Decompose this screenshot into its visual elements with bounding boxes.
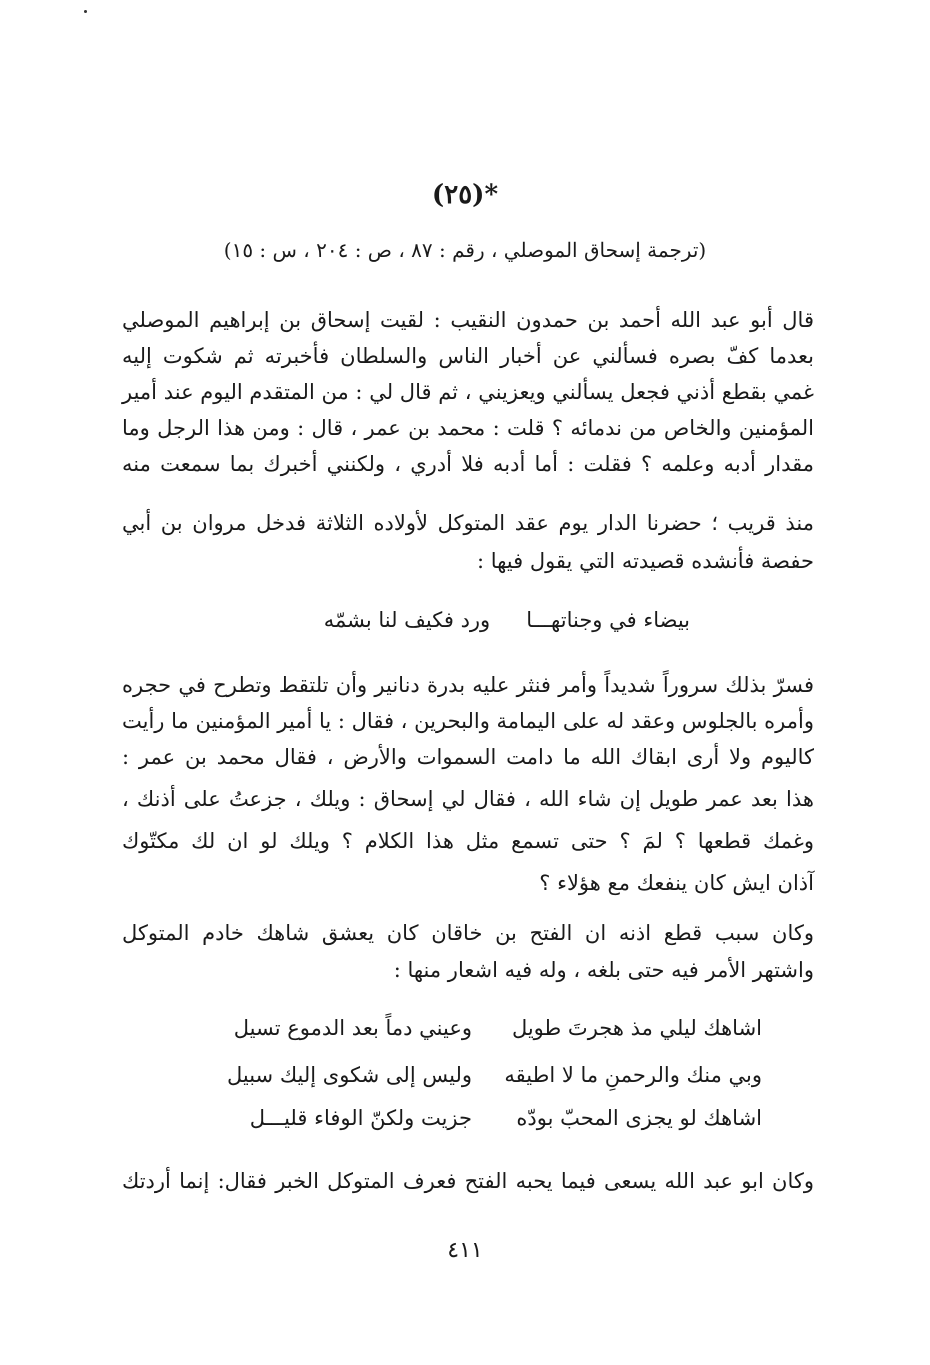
verse-second-hemistich: جزيت ولكنّ الوفاء قليـــل (249, 1106, 472, 1130)
paragraph-line: وغمك قطعها ؟ لمَ ؟ حتى تسمع مثل هذا الكلام ؟ ويلك لو ان لك مكتّوك (122, 829, 814, 853)
paragraph-line: قال أبو عبد الله أحمد بن حمدون النقيب : لقيت إسحاق بن إبراهيم الموصلي (122, 308, 814, 332)
paragraph-line: واشتهر الأمر فيه حتى بلغه ، وله فيه اشعار منها : (393, 958, 814, 982)
ink-speck (84, 10, 87, 13)
section-number: *(٢٥) (431, 180, 499, 210)
verse-second-hemistich: وعيني دماً بعد الدموع تسيل (233, 1016, 472, 1040)
source-reference: (ترجمة إسحاق الموصلي ، رقم : ٨٧ ، ص : ٢٠٤ ، س : ١٥) (223, 238, 707, 262)
verse-first-hemistich: اشاهك ليلي مذ هجرتَ طويل (511, 1016, 762, 1040)
paragraph-line: هذا بعد عمر طويل إن شاء الله ، فقال لي إسحاق : ويلك ، جزعتُ على أذنك ، (122, 787, 814, 811)
paragraph-line: كاليوم ولا أرى ابقاك الله ما دامت السموات والأرض ، فقال محمد بن عمر : (122, 745, 814, 769)
page-number: ٤١١ (447, 1238, 483, 1263)
verse-second-hemistich: ورد فكيف لنا بشمّه (323, 608, 491, 632)
paragraph-line: حفصة فأنشده قصيدته التي يقول فيها : (476, 549, 814, 573)
paragraph-line: وأمره بالجلوس وعقد له على اليمامة والبحرين ، فقال : يا أمير المؤمنين ما رأيت (122, 709, 814, 733)
verse-line (324, 605, 690, 635)
paragraph-line: آذان ايش كان ينفعك مع هؤلاء ؟ (539, 871, 814, 895)
paragraph-line: المؤمنين والخاص من ندمائه ؟ قلت : محمد بن عمر ، قال : ومن هذا الرجل وما (122, 416, 814, 440)
verse-first-hemistich: بيضاء في وجناتهـــا (526, 608, 690, 632)
verse-first-hemistich: وبي منك والرحمنِ ما لا اطيقه (504, 1063, 762, 1087)
poem-verse (227, 1060, 762, 1090)
verse-first-hemistich: اشاهك لو يجزى المحبّ بودّه (516, 1106, 762, 1130)
paragraph-line: بعدما كفّ بصره فسألني عن أخبار الناس والسلطان فأخبرته ثم شكوت إليه (122, 344, 814, 368)
poem-verse (234, 1013, 762, 1043)
poem-verse (250, 1103, 762, 1133)
paragraph-line: منذ قريب ؛ حضرنا الدار يوم عقد المتوكل لأولاده الثلاثة فدخل مروان بن أبي (122, 511, 814, 535)
paragraph-line: غمي بقطع أذني فجعل يسألني ويعزيني ، ثم قال لي : من المتقدم اليوم عند أمير (122, 380, 814, 404)
verse-second-hemistich: وليس إلى شكوى إليك سبيل (226, 1063, 472, 1087)
paragraph-line: وكان سبب قطع اذنه ان الفتح بن خاقان كان يعشق شاهك خادم المتوكل (122, 921, 814, 945)
paragraph-line: مقدار أدبه وعلمه ؟ فقلت : أما أدبه فلا أدري ، ولكنني أخبرك بما سمعت منه (122, 452, 814, 476)
paragraph-line: فسرّ بذلك سروراً شديداً وأمر فنثر عليه بدرة دنانير وأن تلتقط وتطرح في حجره (122, 673, 814, 697)
paragraph-line: وكان ابو عبد الله يسعى فيما يحبه الفتح فعرف المتوكل الخبر فقال: إنما أردتك (122, 1169, 814, 1193)
